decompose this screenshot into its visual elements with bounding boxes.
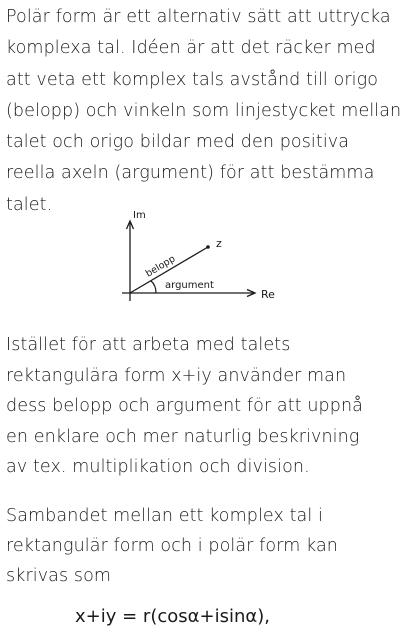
text-line: reella axeln (argument) för att bestämma <box>6 163 375 184</box>
paragraph-polar-form-intro <box>6 2 416 221</box>
paragraph-relation-intro <box>6 501 416 591</box>
im-axis-label: Im <box>133 210 146 221</box>
text-line: skrivas som <box>6 566 112 586</box>
text-line: (belopp) och vinkeln som linjestycket mellan <box>6 100 402 121</box>
point-z <box>206 245 210 249</box>
text-line: Sambandet mellan ett komplex tal i <box>6 506 323 526</box>
text-line: Polär form är ett alternativ sätt att uttrycka <box>6 7 391 27</box>
z-label: z <box>216 237 222 250</box>
text-line: talet och origo bildar med den positiva <box>6 132 350 153</box>
complex-plane-diagram <box>110 205 310 315</box>
text-line: rektangulär form och i polär form kan <box>6 536 338 556</box>
re-axis-label: Re <box>261 288 275 301</box>
argument-arc <box>151 281 156 293</box>
text-line: att veta ett komplex tals avstånd till origo <box>6 69 379 90</box>
belopp-label: belopp <box>143 253 178 280</box>
paragraph-rectangular-vs-polar <box>6 330 416 483</box>
text-line: rektangulära form x+iy använder man <box>6 365 347 386</box>
argument-label: argument <box>165 280 214 291</box>
text-line: Istället för att arbeta med talets <box>6 335 291 355</box>
text-line: talet. <box>6 194 53 215</box>
text-line: dess belopp och argument för att uppnå <box>6 396 363 417</box>
text-line: av tex. multiplikation och division. <box>6 457 310 478</box>
complex-plane-svg <box>110 205 310 315</box>
text-line: komplexa tal. Idéen är att det räcker med <box>6 38 376 59</box>
text-line: en enklare och mer naturlig beskrivning <box>6 426 360 447</box>
polar-form-formula: x+iy = r(cosα+isinα), <box>75 606 270 627</box>
